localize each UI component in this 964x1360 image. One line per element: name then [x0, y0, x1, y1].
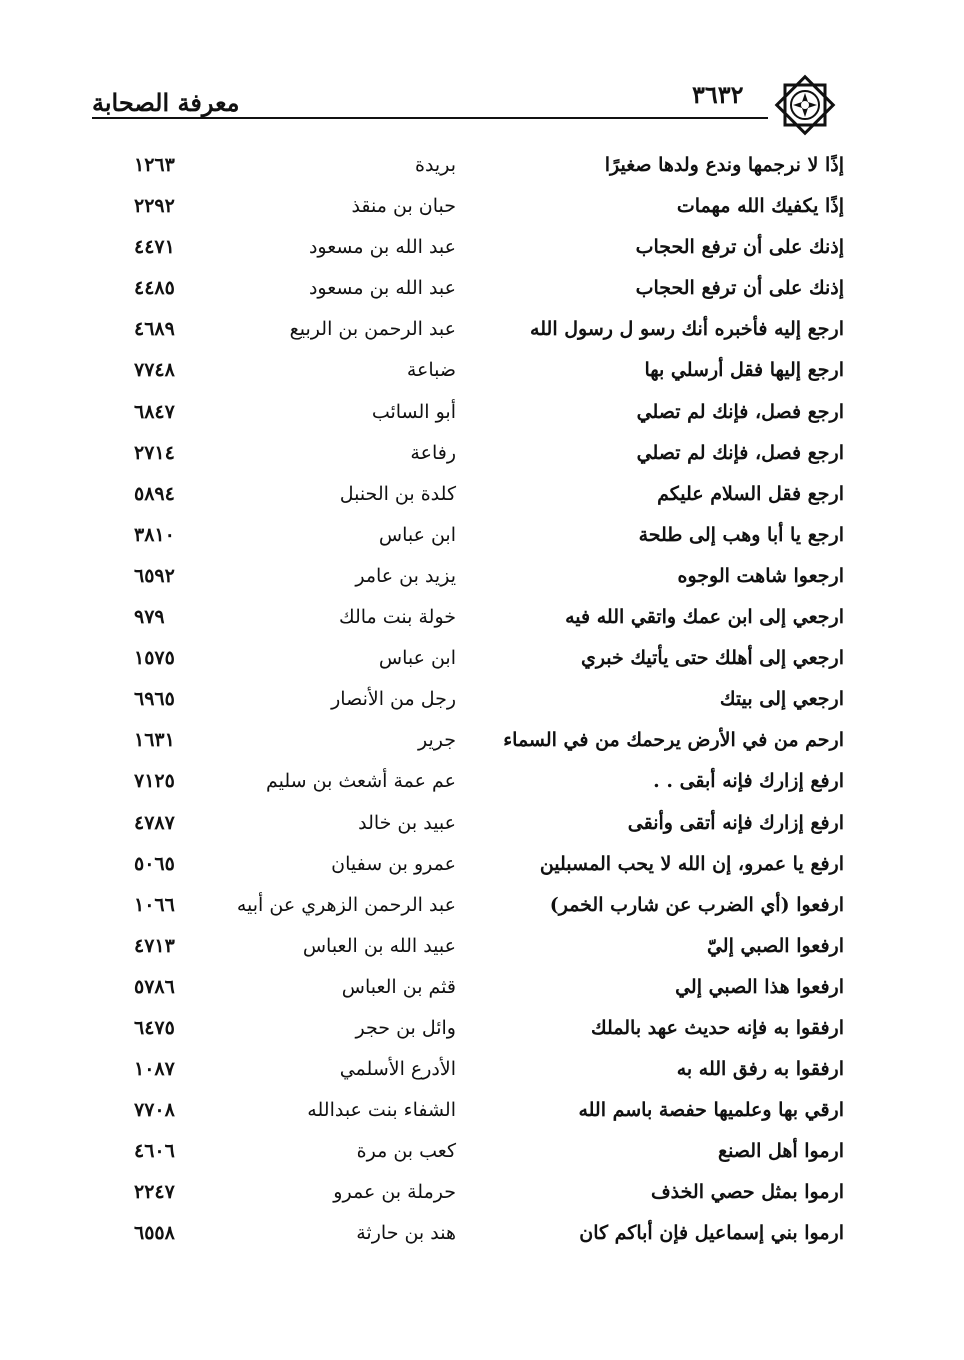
index-row	[0, 475, 964, 516]
index-row	[0, 269, 964, 310]
narrator-name: حبان بن منقذ	[351, 195, 456, 218]
hadith-text: ارجع فصل، فإنك لم تصلي	[636, 441, 844, 464]
index-row	[0, 927, 964, 968]
index-row	[0, 886, 964, 927]
hadith-text: ارفقوا به فإنه حديث عهد بالملك	[590, 1016, 844, 1039]
index-row	[0, 845, 964, 886]
narrator-name: أبو السائب	[371, 400, 456, 423]
hadith-text: ارموا أهل الصنع	[717, 1140, 844, 1163]
ornament-icon	[772, 72, 838, 138]
hadith-number: ٤٦٠٦	[134, 1140, 175, 1163]
narrator-name: ابن عباس	[378, 647, 456, 670]
narrator-name: رفاعة	[410, 441, 456, 464]
hadith-number: ٢٢٩٢	[134, 195, 175, 218]
hadith-number: ٧٧٠٨	[134, 1099, 175, 1122]
hadith-text: ارجعي إلى بيتك	[719, 688, 844, 711]
narrator-name: ابن عباس	[378, 523, 456, 546]
hadith-text: ارحم من في الأرض يرحمك من في السماء	[503, 729, 844, 752]
hadith-text: إذنك على أن ترفع الحجاب	[635, 277, 844, 300]
hadith-text: ارموا بني إسماعيل فإن أباكم كان	[579, 1222, 844, 1245]
index-row	[0, 187, 964, 228]
index-row	[0, 680, 964, 721]
narrator-name: حرملة بن عمرو	[333, 1181, 456, 1204]
narrator-name: الشفاء بنت عبدالله	[307, 1099, 456, 1122]
narrator-name: عبد الرحمن بن الربيع	[289, 318, 456, 341]
narrator-name: كلدة بن الحنبل	[339, 482, 456, 505]
narrator-name: يزيد بن عامر	[355, 564, 456, 587]
index-row	[0, 721, 964, 762]
hadith-number: ٤٦٨٩	[134, 318, 175, 341]
narrator-name: عمرو بن سفيان	[331, 852, 456, 875]
hadith-text: ارجع يا أبا وهب إلى طلحة	[638, 523, 844, 546]
hadith-number: ٤٤٨٥	[134, 277, 175, 300]
index-row	[0, 146, 964, 187]
index-row	[0, 598, 964, 639]
index-row	[0, 1173, 964, 1214]
hadith-text: ارفعوا الصبي إليّ	[706, 934, 844, 957]
hadith-text: ارفقوا به رفق الله به	[676, 1058, 844, 1081]
narrator-name: ضباعة	[406, 359, 456, 382]
narrator-name: هند بن حارثة	[356, 1222, 456, 1245]
index-row	[0, 968, 964, 1009]
hadith-text: ارجع إليه فأخبره أنك رسو ل رسول الله	[530, 318, 844, 341]
hadith-number: ٦٥٥٨	[134, 1222, 175, 1245]
hadith-text: ارجعي إلى ابن عمك واتقي الله فيه	[565, 606, 844, 629]
hadith-text: ارفع إزارك فإنه أبقى . .	[653, 770, 844, 793]
page-header	[0, 0, 964, 140]
hadith-text: إذنك على أن ترفع الحجاب	[635, 236, 844, 259]
hadith-number: ٦٤٧٥	[134, 1016, 175, 1039]
hadith-number: ٧١٢٥	[134, 770, 175, 793]
narrator-name: عبد الله بن مسعود	[308, 236, 456, 259]
index-row	[0, 1091, 964, 1132]
hadith-text: ارجع إليها فقل أرسلي بها	[644, 359, 844, 382]
index-list	[0, 146, 964, 1256]
index-row	[0, 1132, 964, 1173]
hadith-number: ٢٧١٤	[134, 441, 175, 464]
hadith-text: ارفعوا هذا الصبي إلي	[675, 975, 844, 998]
narrator-name: قثم بن العباس	[341, 975, 456, 998]
hadith-text: إذًا لا نرجمها وندع ولدها صغيرًا	[604, 154, 844, 176]
hadith-number: ١٢٦٣	[134, 154, 175, 176]
hadith-number: ٦٥٩٢	[134, 564, 175, 587]
index-row	[0, 1009, 964, 1050]
index-row	[0, 228, 964, 269]
book-title: معرفة الصحابة	[92, 88, 240, 117]
index-row	[0, 434, 964, 475]
index-row	[0, 1214, 964, 1255]
hadith-number: ٤٧١٣	[134, 934, 175, 957]
narrator-name: الأدرع الأسلمي	[339, 1058, 456, 1081]
header-rule	[92, 117, 768, 119]
hadith-number: ٦٩٦٥	[134, 688, 175, 711]
index-row	[0, 804, 964, 845]
hadith-number: ٦٨٤٧	[134, 400, 175, 423]
hadith-number: ٥٨٩٤	[134, 482, 175, 505]
hadith-text: ارقي بها وعلميها حفصة باسم الله	[578, 1099, 844, 1122]
index-row	[0, 639, 964, 680]
hadith-text: ارجعوا شاهت الوجوه	[677, 564, 844, 587]
index-row	[0, 516, 964, 557]
hadith-number: ٢٢٤٧	[134, 1181, 175, 1204]
hadith-number: ٥٠٦٥	[134, 852, 175, 875]
hadith-number: ١٦٣١	[134, 729, 175, 752]
narrator-name: رجل من الأنصار	[331, 688, 456, 711]
narrator-name: عبيد الله بن العباس	[302, 934, 456, 957]
narrator-name: عبيد بن خالد	[358, 811, 456, 834]
index-row	[0, 762, 964, 803]
page-number: ٣٦٣٢	[692, 80, 744, 109]
hadith-text: ارجع فصل، فإنك لم تصلي	[636, 400, 844, 423]
hadith-number: ٤٧٨٧	[134, 811, 175, 834]
hadith-number: ١٠٦٦	[134, 893, 175, 916]
hadith-number: ٤٤٧١	[134, 236, 175, 259]
hadith-text: ارجعي إلى أهلك حتى يأتيك خبري	[580, 647, 844, 670]
narrator-name: كعب بن مرة	[356, 1140, 456, 1163]
index-row	[0, 393, 964, 434]
narrator-name: جرير	[418, 729, 456, 752]
hadith-text: ارموا بمثل حصي الخذف	[650, 1181, 844, 1204]
index-row	[0, 557, 964, 598]
hadith-text: ارجع فقل السلام عليكم	[657, 482, 844, 505]
index-row	[0, 310, 964, 351]
hadith-text: ارفع إزارك فإنه أتقى وأنقى	[627, 811, 844, 834]
hadith-number: ١٥٧٥	[134, 647, 175, 670]
hadith-text: ارفع يا عمرو، إن الله لا يحب المسبلين	[539, 852, 844, 875]
hadith-number: ٥٧٨٦	[134, 975, 175, 998]
narrator-name: عبد الرحمن الزهري عن أبيه	[236, 893, 456, 916]
hadith-number: ٩٧٩	[134, 606, 165, 629]
hadith-number: ٣٨١٠	[134, 523, 175, 546]
narrator-name: وائل بن حجر	[355, 1016, 456, 1039]
narrator-name: عم عمة أشعث بن سليم	[265, 770, 456, 793]
hadith-text: ارفعوا (أي الضرب عن شارب الخمر)	[549, 893, 844, 916]
narrator-name: عبد الله بن مسعود	[308, 277, 456, 300]
hadith-text: إذًا يكفيك الله مهمات	[676, 195, 844, 218]
index-row	[0, 1050, 964, 1091]
narrator-name: بريدة	[415, 154, 456, 176]
index-row	[0, 351, 964, 392]
hadith-number: ٧٧٤٨	[134, 359, 175, 382]
hadith-number: ١٠٨٧	[134, 1058, 175, 1081]
narrator-name: خولة بنت مالك	[338, 606, 456, 629]
